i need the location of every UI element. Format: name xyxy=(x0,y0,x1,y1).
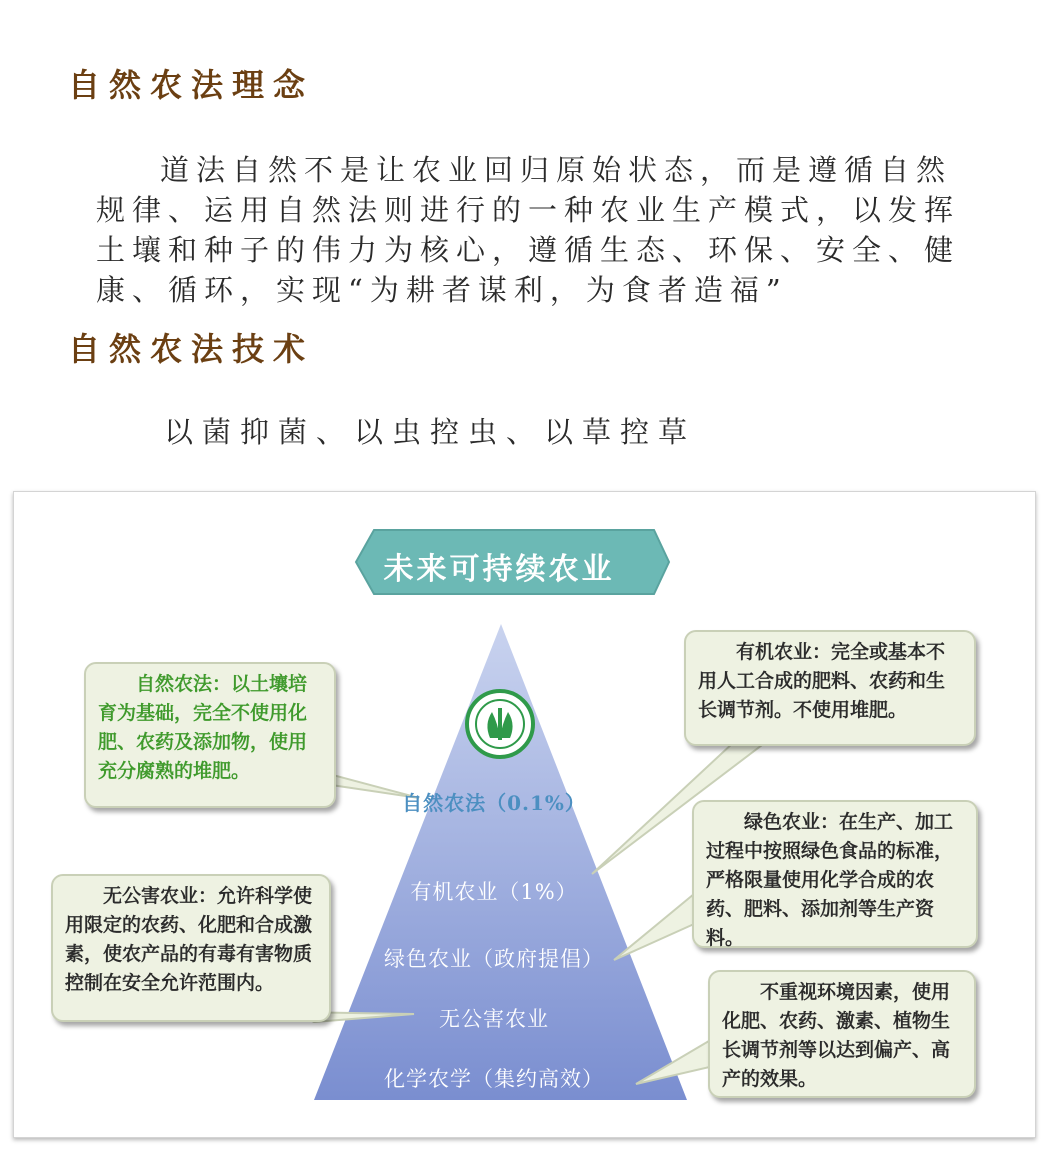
callout-organic: 有机农业：完全或基本不用人工合成的肥料、农药和生长调节剂。不使用堆肥。 xyxy=(684,630,976,746)
philosophy-paragraph: 道法自然不是让农业回归原始状态，而是遵循自然规律、运用自然法则进行的一种农业生产模式，以发挥土壤和种子的伟力为核心，遵循生态、环保、安全、健康、循环，实现“为耕者谋利，为食者造福” xyxy=(96,153,961,307)
pyramid-level-pollution-free: 无公害农业 xyxy=(439,1007,549,1031)
section-heading-technique: 自然农法技术 xyxy=(68,330,315,368)
pyramid-level-natural: 自然农法（0.1%） xyxy=(402,791,586,815)
eco-logo-icon xyxy=(467,691,533,757)
sustainable-agriculture-figure xyxy=(13,491,1036,1138)
callout-pollution-free: 无公害农业：允许科学使用限定的农药、化肥和合成激素，使农产品的有毒有害物质控制在安全允许范围内。 xyxy=(51,874,331,1022)
technique-text: 以菌抑菌、以虫控虫、以草控草 xyxy=(164,415,697,449)
banner-title: 未来可持续农业 xyxy=(383,552,615,587)
callout-natural: 自然农法：以土壤培育为基础，完全不使用化肥、农药及添加物，使用充分腐熟的堆肥。 xyxy=(84,662,336,808)
section-heading-philosophy: 自然农法理念 xyxy=(68,66,315,104)
callout-green: 绿色农业：在生产、加工过程中按照绿色食品的标准，严格限量使用化学合成的农药、肥料、添加剂等生产资料。 xyxy=(692,800,978,948)
callout-chemical: 不重视环境因素，使用化肥、农药、激素、植物生长调节剂等以达到偏产、高产的效果。 xyxy=(708,970,976,1098)
pyramid-level-green: 绿色农业（政府提倡） xyxy=(384,947,604,971)
pyramid-level-chemical: 化学农学（集约高效） xyxy=(384,1067,604,1091)
pyramid-level-organic: 有机农业（1%） xyxy=(410,880,578,904)
